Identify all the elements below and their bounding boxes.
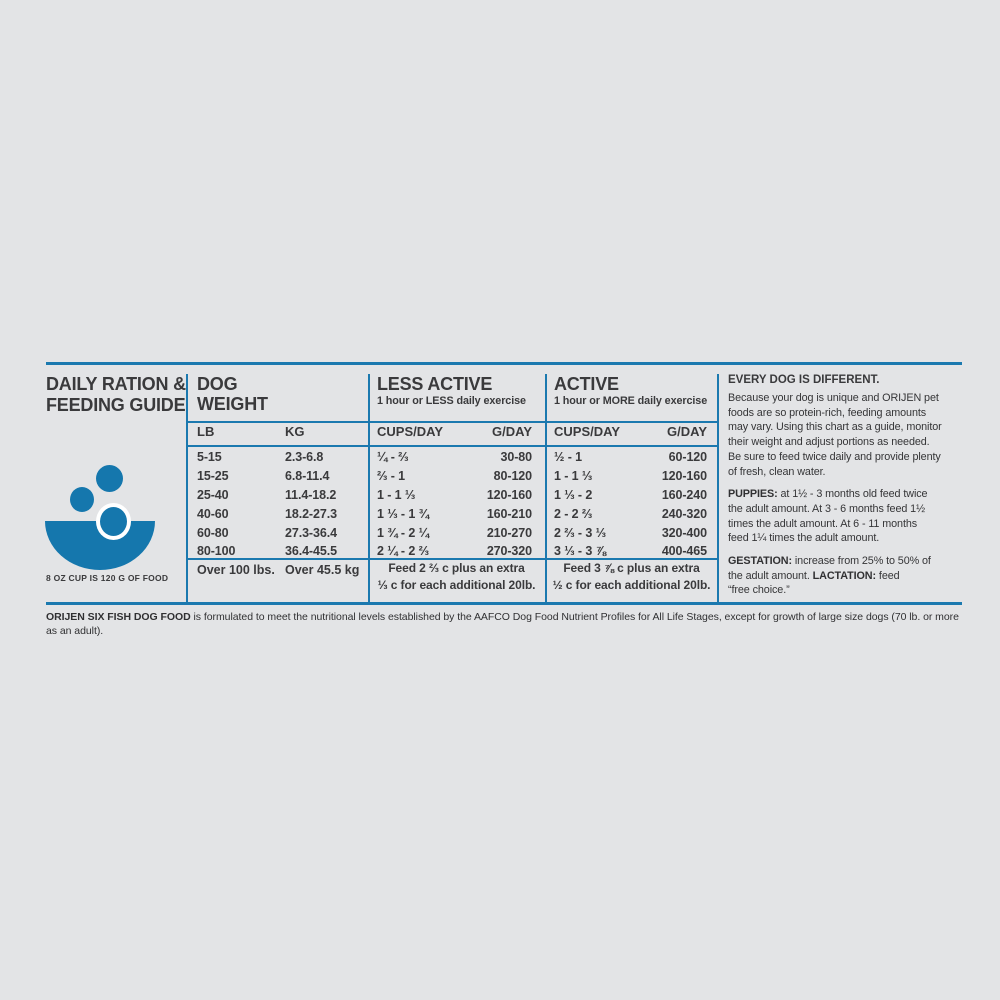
active-header: ACTIVE <box>554 374 619 394</box>
column-header-row <box>186 424 730 439</box>
page-title <box>46 374 186 416</box>
over-weight-lb: Over 100 lbs. <box>197 563 275 577</box>
page-title-line1: DAILY RATION & <box>46 374 186 394</box>
kibble-circle-small <box>100 507 127 536</box>
feeding-table-body <box>186 448 719 561</box>
active-extra-note: Feed 3 ⅞ c plus an extra ½ c for each additional 20lb. <box>552 561 711 592</box>
table-row: 15-25 6.8-11.4 ⅔ - 1 80-120 1 - 1 ⅓ 120-160 <box>197 469 707 484</box>
advice-sidebar <box>728 374 966 598</box>
col-header-lb: LB <box>197 424 215 439</box>
bowl-shape <box>45 521 155 570</box>
less-active-extra-note: Feed 2 ⅔ c plus an extra ⅓ c for each additional 20lb. <box>377 561 536 592</box>
sidebar-intro-paragraph: Because your dog is unique and ORIJEN pet foods are so protein-rich, feeding amounts may vary. Using this chart as a guide, monitor their weight and adjust portions as needed. Be sure to feed twice daily and provide plenty of fresh, clean water. <box>728 392 942 478</box>
dog-weight-line1: DOG <box>197 374 238 394</box>
gestation-label: GESTATION: <box>728 555 792 568</box>
table-row: 40-60 18.2-27.3 1 ⅓ - 1 ¾ 160-210 2 - 2 ⅔ 240-320 <box>197 506 707 521</box>
puppies-label: PUPPIES: <box>728 488 778 501</box>
less-active-subtitle: 1 hour or LESS daily exercise <box>377 395 526 407</box>
col-header-a-g: G/DAY <box>667 424 707 439</box>
gestation-paragraph: GESTATION: increase from 25% to 50% of the adult amount. LACTATION: feed “free choice.” <box>728 555 931 597</box>
table-row: 25-40 11.4-18.2 1 - 1 ⅓ 120-160 1 ⅓ - 2 160-240 <box>197 487 707 502</box>
less-active-header: LESS ACTIVE <box>377 374 493 394</box>
col-header-a-cups: CUPS/DAY <box>554 424 620 439</box>
lactation-label: LACTATION: <box>812 569 877 582</box>
group-header-underline <box>186 421 719 423</box>
table-row: 60-80 27.3-36.4 1 ¾ - 2 ¼ 210-270 2 ⅔ - 3 ⅓ 320-400 <box>197 525 707 540</box>
sidebar-heading: EVERY DOG IS DIFFERENT. <box>728 374 880 386</box>
column-header-underline <box>186 445 719 447</box>
page-title-line2: FEEDING GUIDE <box>46 395 186 415</box>
col-header-kg: KG <box>285 424 305 439</box>
col-header-la-g: G/DAY <box>492 424 532 439</box>
dog-weight-line2: WEIGHT <box>197 394 268 414</box>
footnote-product-name: ORIJEN SIX FISH DOG FOOD <box>46 611 191 623</box>
top-rule-line <box>46 362 962 365</box>
dog-weight-header <box>197 374 268 414</box>
kibble-circle-large <box>96 465 123 492</box>
over-weight-kg: Over 45.5 kg <box>285 563 360 577</box>
aafco-footnote: ORIJEN SIX FISH DOG FOOD is formulated to meet the nutritional levels established by the AAFCO Dog Food Nutrient Profiles for All Life Stages, except for growth of large size dogs (70 lb. or more as an adult). <box>46 611 959 637</box>
cup-measure-note: 8 OZ CUP IS 120 G OF FOOD <box>46 573 169 583</box>
kibble-halo <box>96 503 131 540</box>
table-row: 5-15 2.3-6.8 ¼ - ⅔ 30-80 ½ - 1 60-120 <box>197 450 707 465</box>
puppies-paragraph: PUPPIES: at 1½ - 3 months old feed twice the adult amount. At 3 - 6 months feed 1½ times the adult amount. At 6 - 11 months feed 1¼ times the adult amount. <box>728 488 928 545</box>
table-row: 80-100 36.4-45.5 2 ¼ - 2 ⅔ 270-320 3 ⅓ - 3 ⅞ 400-465 <box>197 544 707 559</box>
col-header-la-cups: CUPS/DAY <box>377 424 443 439</box>
bottom-rule-line <box>46 602 962 605</box>
active-subtitle: 1 hour or MORE daily exercise <box>554 395 708 407</box>
kibble-circle-medium <box>70 487 94 512</box>
